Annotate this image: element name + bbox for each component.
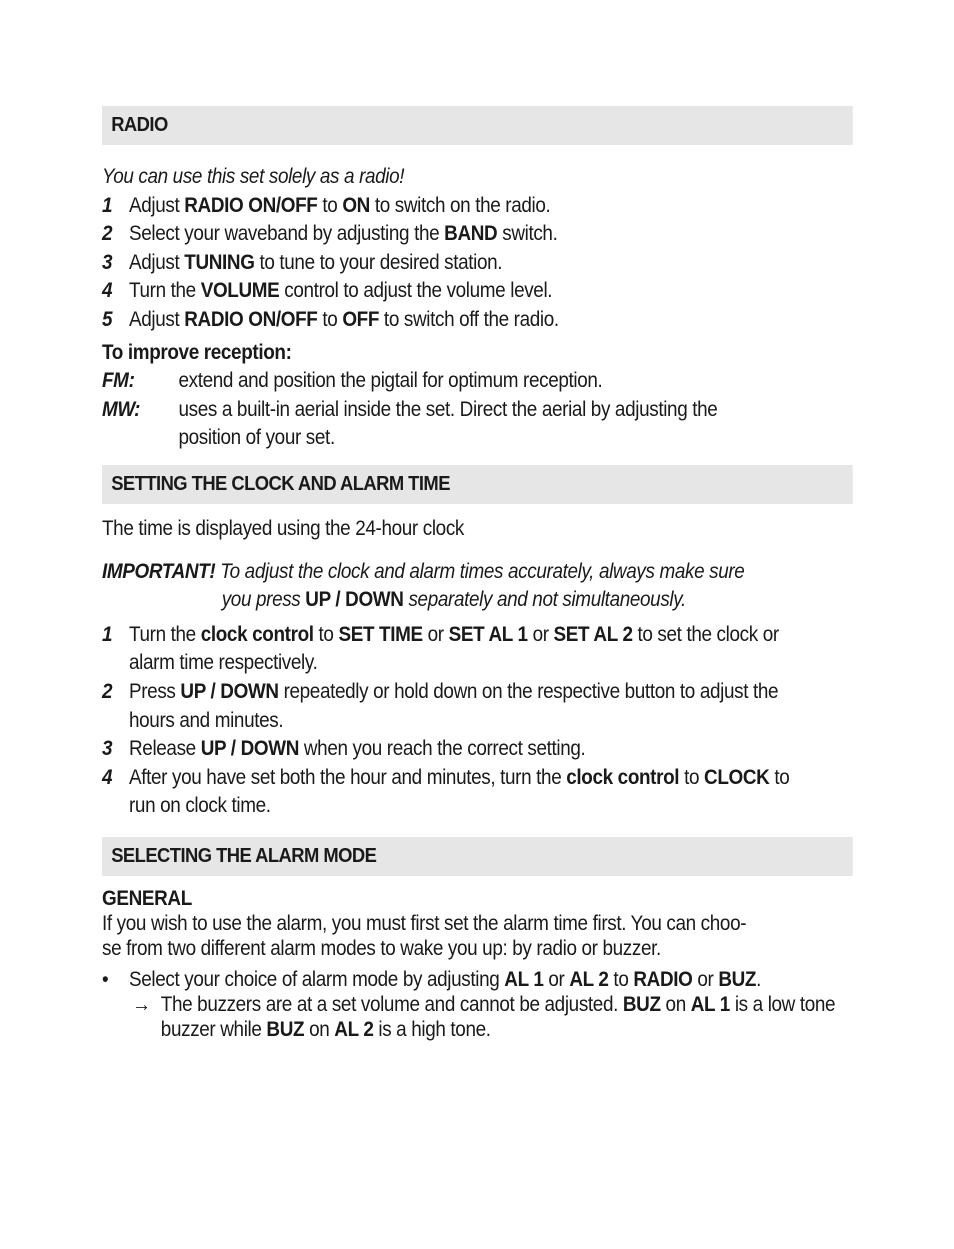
step-number: 5 — [102, 307, 113, 331]
step-number: 2 — [102, 679, 113, 703]
arrow-icon: → — [132, 992, 151, 1016]
step-number: 2 — [102, 222, 113, 246]
text-run: AL 1 — [690, 992, 730, 1016]
text-run: clock control — [200, 622, 314, 646]
important-line2 — [102, 586, 954, 615]
text-run: Select your choice of alarm mode by adjusting — [129, 967, 505, 991]
text-run: Adjust — [129, 193, 185, 217]
alarm-intro-line1: If you wish to use the alarm, you must first set the alarm time first. You can choo- — [102, 911, 747, 935]
step-number: 4 — [102, 765, 113, 789]
text-run: to set the clock or alarm time respectively. — [129, 622, 779, 675]
text-run: AL 1 — [504, 967, 544, 991]
text-run: to — [679, 765, 705, 789]
reception-fm — [102, 367, 853, 396]
section-heading-radio: RADIO — [102, 106, 853, 145]
text-run: when you reach the correct setting. — [298, 737, 586, 761]
text-run: repeatedly or hold down on the respective button to adjust the hours and minutes. — [129, 679, 779, 732]
text-run: you press — [221, 588, 306, 612]
text-run: ON — [342, 193, 370, 217]
alarm-subheading: GENERAL — [102, 886, 192, 910]
text-run: The buzzers are at a set volume and cannot be adjusted. — [160, 992, 623, 1016]
step-text — [129, 220, 853, 249]
step-number: 3 — [102, 250, 113, 274]
step-text — [129, 621, 853, 678]
text-run: Turn the — [129, 622, 201, 646]
text-run: RADIO ON/OFF — [184, 307, 318, 331]
text-run: Press — [129, 679, 181, 703]
alarm-arrow-note — [132, 992, 883, 1042]
step-number: 4 — [102, 279, 113, 303]
text-run: to switch off the radio. — [379, 307, 559, 331]
step-item — [102, 249, 853, 278]
step-number: 3 — [102, 737, 113, 761]
text-run: RADIO ON/OFF — [184, 193, 318, 217]
text-run: VOLUME — [200, 279, 280, 303]
text-run: . — [756, 967, 762, 991]
text-run: control to adjust the volume level. — [279, 279, 553, 303]
step-item — [102, 764, 853, 821]
reception-heading: To improve reception: — [102, 340, 292, 364]
text-run: on — [660, 992, 691, 1016]
important-note — [102, 558, 853, 587]
text-run: CLOCK — [704, 765, 770, 789]
text-run: AL 2 — [334, 1017, 374, 1041]
text-run: UP / DOWN — [180, 679, 279, 703]
text-run: to switch on the radio. — [369, 193, 551, 217]
step-text — [129, 192, 853, 221]
text-run: separately and not simultaneously. — [403, 588, 686, 612]
alarm-arrow-text — [161, 992, 883, 1042]
text-run: or — [692, 967, 719, 991]
text-run: Adjust — [129, 250, 185, 274]
manual-page — [102, 106, 853, 1042]
step-item — [102, 192, 853, 221]
step-number: 1 — [102, 622, 113, 646]
text-run: to — [608, 967, 634, 991]
alarm-intro-line2: se from two different alarm modes to wake you up: by radio or buzzer. — [102, 936, 661, 960]
text-run: BUZ — [266, 1017, 305, 1041]
text-run: TUNING — [184, 250, 255, 274]
step-text — [129, 277, 853, 306]
text-run: or — [422, 622, 449, 646]
alarm-bullet — [102, 967, 853, 992]
text-run: SET AL 1 — [448, 622, 528, 646]
step-item — [102, 277, 853, 306]
clock-intro: The time is displayed using the 24-hour clock — [102, 516, 464, 540]
clock-steps — [102, 621, 853, 821]
text-run: RADIO — [633, 967, 693, 991]
reception-text-mw: uses a built-in aerial inside the set. Direct the aerial by adjusting the position of your set. — [178, 397, 718, 450]
text-run: is a low tone buzzer while — [160, 992, 836, 1041]
step-text — [129, 735, 853, 764]
step-item — [102, 306, 853, 335]
step-item — [102, 735, 853, 764]
text-run: to tune to your desired station. — [254, 250, 503, 274]
step-item — [102, 220, 853, 249]
text-run: or — [527, 622, 554, 646]
reception-label-mw: MW: — [102, 397, 141, 421]
step-text — [129, 249, 853, 278]
text-run: to run on clock time. — [129, 765, 790, 818]
radio-intro: You can use this set solely as a radio! — [102, 165, 405, 188]
text-run: Release — [129, 737, 201, 761]
text-run: BUZ — [718, 967, 757, 991]
radio-steps — [102, 192, 853, 335]
text-run: Adjust — [129, 307, 185, 331]
text-run: UP / DOWN — [305, 588, 404, 612]
important-line1: To adjust the clock and alarm times accurately, always make sure — [215, 559, 745, 583]
text-run: BUZ — [622, 992, 661, 1016]
text-run: to — [317, 307, 343, 331]
text-run: on — [304, 1017, 335, 1041]
text-run: to — [313, 622, 339, 646]
text-run: Select your waveband by adjusting the — [129, 222, 445, 246]
bullet-symbol: • — [102, 967, 109, 991]
reception-text-fm: extend and position the pigtail for optimum reception. — [178, 369, 603, 393]
reception-label-fm: FM: — [102, 369, 135, 393]
reception-mw — [102, 396, 853, 453]
step-text — [129, 306, 853, 335]
text-run: UP / DOWN — [200, 737, 299, 761]
text-run: AL 2 — [569, 967, 609, 991]
text-run: to — [317, 193, 343, 217]
section-heading-alarm: SELECTING THE ALARM MODE — [102, 837, 853, 876]
text-run: SET AL 2 — [553, 622, 633, 646]
text-run: Turn the — [129, 279, 201, 303]
text-run: BAND — [444, 222, 498, 246]
step-text — [129, 764, 853, 821]
section-heading-clock: SETTING THE CLOCK AND ALARM TIME — [102, 465, 853, 504]
alarm-bullet-text — [129, 967, 853, 992]
text-run: OFF — [342, 307, 380, 331]
important-label: IMPORTANT! — [102, 559, 216, 583]
text-run: or — [543, 967, 570, 991]
text-run: After you have set both the hour and minutes, turn the — [129, 765, 567, 789]
step-text — [129, 678, 853, 735]
text-run: SET TIME — [338, 622, 423, 646]
text-run: clock control — [566, 765, 680, 789]
step-item — [102, 678, 853, 735]
step-number: 1 — [102, 193, 113, 217]
step-item — [102, 621, 853, 678]
text-run: is a high tone. — [373, 1017, 491, 1041]
text-run: switch. — [497, 222, 558, 246]
